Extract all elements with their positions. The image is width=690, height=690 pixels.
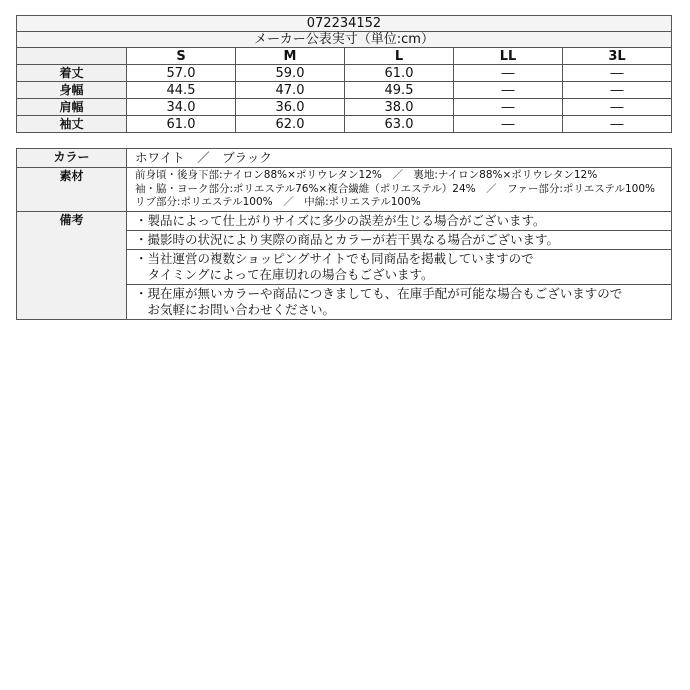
size-table [16,15,672,133]
color-value: ホワイト ／ ブラック [127,149,672,168]
note-item [127,284,672,319]
note-line: ・現在庫が無いカラーや商品につきましても、在庫手配が可能な場合もございますので [135,285,623,301]
note-line: お気軽にお問い合わせください。 [135,301,336,317]
measurement-value: ― [454,116,563,133]
measurement-value: ― [454,82,563,99]
measurement-label: 肩幅 [17,99,127,116]
measurement-value: 61.0 [345,65,454,82]
note-line: ・製品によって仕上がりサイズに多少の誤差が生じる場合がございます。 [135,212,546,228]
measurement-value: ― [454,99,563,116]
measurement-row [17,65,672,82]
measurement-value: ― [563,116,672,133]
material-line: リブ部分:ポリエステル100% ／ 中綿:ポリエステル100% [135,196,421,208]
product-code: 072234152 [17,16,672,32]
measurement-value: 62.0 [236,116,345,133]
measurement-value: 38.0 [345,99,454,116]
note-line: タイミングによって在庫切れの場合もございます。 [135,266,434,282]
note-line: ・撮影時の状況により実際の商品とカラーが若干異なる場合がございます。 [135,231,560,247]
material-row [17,168,672,212]
measurement-value: ― [563,99,672,116]
measurement-label: 着丈 [17,65,127,82]
note-line: ・当社運営の複数ショッピングサイトでも同商品を掲載していますので [135,250,534,266]
measurement-row [17,82,672,99]
measurement-value: 59.0 [236,65,345,82]
measurement-value: 49.5 [345,82,454,99]
material-line: 前身頃・後身下部:ナイロン88%×ポリウレタン12% ／ 裏地:ナイロン88%×ポリウレタン12% [135,169,598,181]
measurement-value: 57.0 [127,65,236,82]
size-header-cell: 3L [563,48,672,65]
measurement-label: 袖丈 [17,116,127,133]
size-header-cell: M [236,48,345,65]
notes-row [17,211,672,230]
measurement-value: ― [563,82,672,99]
size-header-cell: L [345,48,454,65]
measurement-label: 身幅 [17,82,127,99]
corner-cell [17,48,127,65]
size-header-cell: LL [454,48,563,65]
measurement-value: ― [563,65,672,82]
note-item [127,249,672,284]
color-label: カラー [17,149,127,168]
measurement-value: 47.0 [236,82,345,99]
measurement-value: ― [454,65,563,82]
notes-label: 備考 [17,211,127,319]
measurement-value: 44.5 [127,82,236,99]
measurement-value: 34.0 [127,99,236,116]
measurement-value: 61.0 [127,116,236,133]
size-header-row [17,48,672,65]
size-header-cell: S [127,48,236,65]
color-row [17,149,672,168]
note-item [127,211,672,230]
measurement-row [17,116,672,133]
size-table-subtitle: メーカー公表実寸（単位:cm） [17,32,672,48]
measurement-value: 36.0 [236,99,345,116]
measurement-value: 63.0 [345,116,454,133]
material-value [127,168,672,212]
measurement-row [17,99,672,116]
info-table [16,148,672,320]
material-label: 素材 [17,168,127,212]
note-item [127,230,672,249]
material-line: 袖・脇・ヨーク部分:ポリエステル76%×複合繊維（ポリエステル）24% ／ ファー部分:ポリエステル100% [135,182,656,195]
